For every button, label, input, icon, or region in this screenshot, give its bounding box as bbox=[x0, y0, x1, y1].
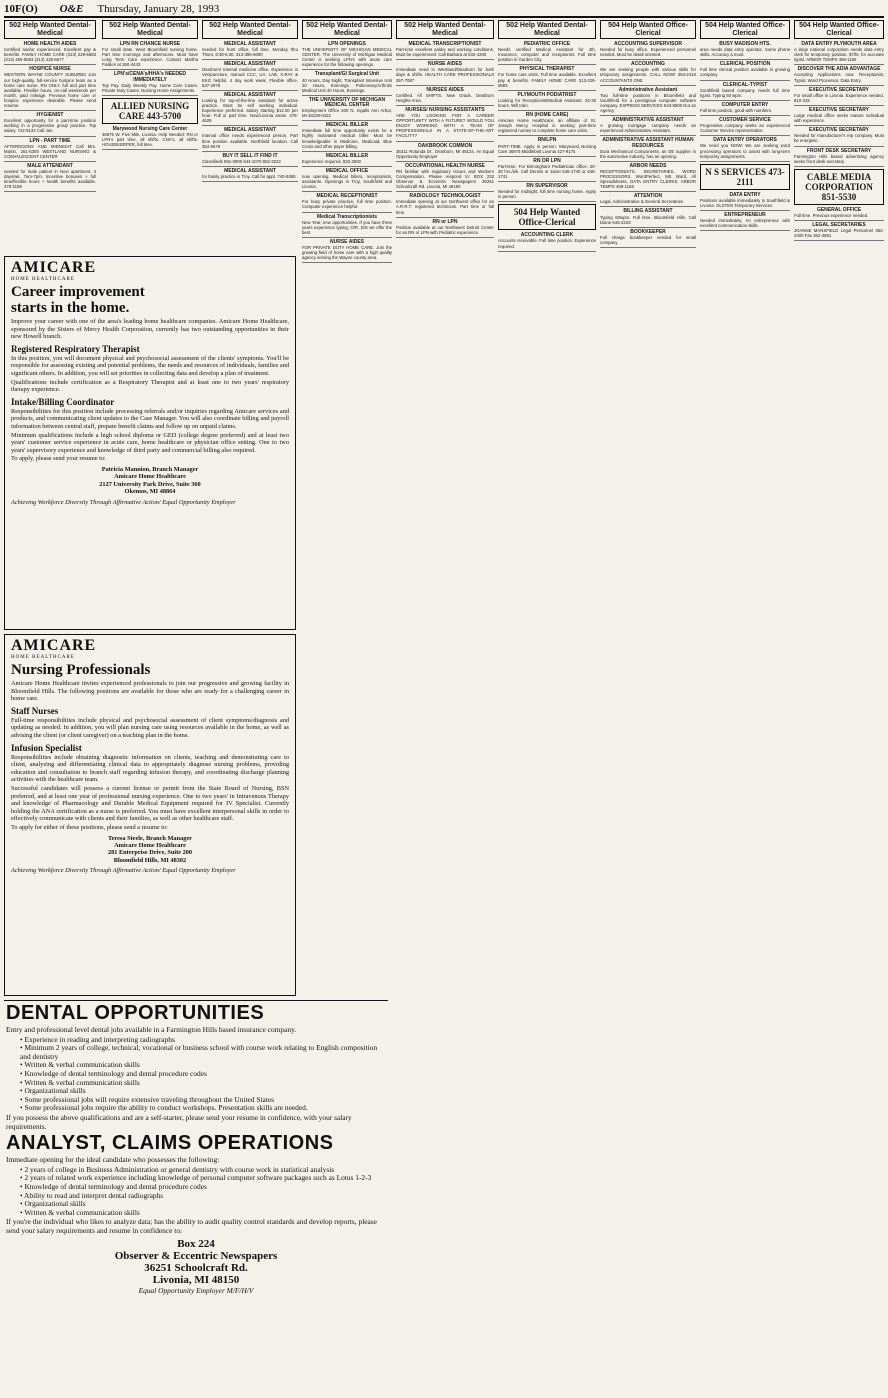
box-newspaper: Observer & Eccentric Newspapers bbox=[114, 1250, 278, 1263]
classified-ad bbox=[700, 117, 790, 136]
position-description: In this position, you will document physical and psychosocial assessment of the clients' symptoms. You'll be responsible for assessing existing and potential problems, the needs and resources of individuals, families and significant others. In addition, you will set priorities in collecting data and develop a plan of treatment. bbox=[11, 354, 289, 377]
classified-ad bbox=[600, 193, 696, 207]
classified-ad bbox=[600, 208, 696, 227]
section-header: 502 Help Wanted Dental-Medical bbox=[202, 20, 298, 39]
ad-title: ACCOUNTING bbox=[631, 61, 665, 68]
section-header: 504 Help Wanted Office-Clerical bbox=[700, 20, 790, 39]
ad-title: DATA ENTRY PLYMOUTH AREA bbox=[801, 41, 877, 47]
dental-headline: DENTAL OPPORTUNITIES bbox=[6, 1002, 265, 1024]
classified-ad bbox=[202, 153, 298, 167]
ad-title: THE UNIVERSITY OF MICHIGAN MEDICAL CENTER bbox=[308, 96, 386, 108]
box-city: Livonia, MI 48150 bbox=[152, 1274, 240, 1287]
ad-title: MEDICAL OFFICE bbox=[325, 167, 369, 174]
ad-body: Accounts receivable. Full time position. Experience required. bbox=[498, 238, 596, 249]
ad-title: NURSE AIDES bbox=[428, 61, 462, 68]
amicare-logo-subtitle: HOME HEALTHCARE bbox=[11, 277, 75, 282]
ad-title: MEDICAL RECEPTIONIST bbox=[316, 193, 378, 200]
ad-title: HYGIENIST bbox=[36, 112, 64, 119]
ad-body: Needed for manufacturer's rep company. Must be energetic. bbox=[794, 133, 884, 144]
contact-company: Amicare Home Healthcare bbox=[114, 841, 186, 849]
ad-title: DISCOVER THE ADIA ADVANTAGE bbox=[797, 66, 881, 73]
position-title: Registered Respiratory Therapist bbox=[11, 343, 140, 354]
classified-ad bbox=[396, 193, 494, 217]
ad-title: MEDICAL ASSISTANT bbox=[224, 167, 276, 174]
ad-body: Large medical office seeks mature individual with experience. bbox=[794, 113, 884, 124]
classified-ad bbox=[700, 102, 790, 116]
ad-intro: Improve your career with one of the area's leading home healthcare companies. Amicare Home Healthcare, sponsored by the Sisters of Mercy Health Corporation, currently has two outstanding opportunities in their new Howell branch. bbox=[11, 318, 289, 341]
ad-title: EXECUTIVE SECRETARY bbox=[808, 106, 869, 113]
classified-ad bbox=[102, 71, 198, 95]
classified-column-9 bbox=[794, 20, 884, 1392]
classified-ad bbox=[700, 212, 790, 231]
ad-body: Internal office needs experienced person. Part time position available. Northfield location. Call 354-6679 bbox=[202, 133, 298, 149]
ad-title: 504 Help Wanted Office-Clerical bbox=[513, 207, 581, 228]
classified-ad bbox=[600, 229, 696, 248]
dental-mid-text: If you possess the above qualifications and are a self-starter, please send your resume in confidence, with your salary requirements. bbox=[6, 1112, 352, 1131]
amicare-logo: AMICARE bbox=[11, 637, 97, 654]
classified-ad bbox=[4, 112, 96, 136]
position-description: Responsibilities for this position include processing referrals and/or inquiries regarding Amicare services and products, and communicating client updates to the Case Manager. You will also coordinate billing and payroll information between central staff, prepare benefit claims and follow up on unpaid claims. bbox=[11, 407, 289, 430]
classified-column-2 bbox=[102, 20, 198, 252]
ad-title: RN/LPN bbox=[537, 137, 557, 144]
classified-ad bbox=[498, 204, 596, 230]
classified-ad bbox=[4, 41, 96, 65]
classified-ad bbox=[498, 41, 596, 65]
publication-name: O&E bbox=[59, 3, 84, 15]
ad-title: BOOKKEEPER bbox=[630, 228, 666, 235]
section-header: 504 Help Wanted Office-Clerical bbox=[794, 20, 884, 39]
classified-ad bbox=[498, 158, 596, 182]
classified-ad bbox=[794, 207, 884, 221]
ad-body: Needs certified Medical Assistant for 4th, Insurance, computer and receptionist. Full time position in Garden City. bbox=[498, 47, 596, 63]
ad-title: DATA ENTRY OPERATORS bbox=[713, 137, 777, 144]
position-title: Staff Nurses bbox=[11, 705, 59, 716]
ad-body: Immediate opening at our Northwest office for an A.R.R.T. registered technician. Part time or full time. bbox=[396, 199, 494, 215]
ad-title: RN OR LPN bbox=[533, 157, 561, 164]
classified-ad bbox=[396, 107, 494, 142]
ad-body: For small office in Livonia. Experience needed. 810-315 bbox=[794, 92, 884, 103]
classified-ad bbox=[202, 168, 298, 182]
ad-body: Full time clerical position available in growing company. bbox=[700, 67, 790, 78]
classified-ad bbox=[794, 127, 884, 146]
section-header: 502 Help Wanted Dental-Medical bbox=[102, 20, 198, 39]
box-number: Box 224 bbox=[177, 1238, 215, 1251]
ad-body: area needs data entry operator. Some phone skills. Accuracy a must. bbox=[700, 47, 790, 58]
classified-ad bbox=[102, 98, 198, 124]
ad-body: We are seeking people with various skills for temporary assignments. CALL NOW! 354-2410 ACCOUNTANTS ONE bbox=[600, 67, 696, 83]
ad-title: HOME HEALTH AIDES bbox=[23, 41, 77, 47]
position-description: Responsibilities include obtaining diagnostic information on clients, teaching and demonstrating care to client, analyzing and differentiating clinical data to appropriately diagnose nursing problems, providing education and consultation to branch staff regarding infusion therapy, and coordinating discharge planning activities with the healthcare team. bbox=[11, 753, 289, 784]
ad-title: PLYMOUTH PODIATRIST bbox=[517, 91, 577, 98]
ad-body: Positions available immediately in Southfield & Livonia. OLSTEN Temporary Services bbox=[700, 197, 790, 208]
ad-title: LPN OPENINGS bbox=[328, 41, 366, 47]
ad-body: ARE YOU LOOKING FOR A CAREER OPPORTUNITY WITH A FUTURE? WOULD YOU ENJOY WORKING WITH A TEAM OF PROFESSIONALS IN A STATE-OF-THE-ART FACILITY? bbox=[396, 113, 494, 139]
ad-body: Amicare Home Healthcare, an affiliate of St. Joseph Mercy Hospital is seeking part-time registered nurses to complete home care visits. bbox=[498, 118, 596, 134]
page-number: 10F(O) bbox=[4, 3, 38, 15]
classified-ad bbox=[794, 87, 884, 106]
section-header: 502 Help Wanted Dental-Medical bbox=[302, 20, 392, 39]
ad-title: CLERICAL-TYPIST bbox=[722, 81, 768, 88]
ad-body: Needed for midnight, full time nursing home. Apply in person. bbox=[498, 189, 596, 200]
contact-address bbox=[11, 835, 289, 865]
classified-ad bbox=[600, 41, 696, 60]
ad-body: A large national corporation needs data entry clerk for temporary position. $7/hr, for accurate typist. ARBOR TEMPS 459-1166 bbox=[794, 47, 884, 63]
ad-body: Looking for Receptionist/Medical Assistant. 32-35 hours. Will train. bbox=[498, 97, 596, 108]
ad-title: BUSY MADISON HTS. bbox=[719, 41, 771, 47]
classified-ad bbox=[302, 214, 392, 238]
ad-body: Part-time. For Birmingham Pediatrician office. 20-30 hrs./wk. Call Dennis or Janet 645-1740 or 645-1741 bbox=[498, 163, 596, 179]
headline-line-2: starts in the home. bbox=[11, 300, 130, 316]
ad-title: BUY IT SELL IT FIND IT bbox=[222, 152, 278, 159]
classified-ad bbox=[794, 169, 884, 205]
requirement-item: • 2 years of college in Business Administration or general dentistry with course work in statistical analysis bbox=[20, 1166, 388, 1175]
ad-headline: Nursing Professionals bbox=[11, 662, 151, 678]
dental-intro: Entry and professional level dental jobs available in a Farmington Hills based insurance company. bbox=[6, 1025, 297, 1034]
ad-body: AFTERNOONS AND MIDNIGHT Call Mrs. Martin, 261-5300 WESTLAND NURSING & CONVALESCENT CENTER bbox=[4, 143, 96, 159]
ad-title: RN or LPN bbox=[432, 218, 458, 225]
ad-title: MEDICAL BILLER bbox=[325, 152, 369, 159]
ad-title: ADMINISTRATIVE ASSISTANT bbox=[612, 117, 684, 124]
classified-ad bbox=[4, 66, 96, 111]
ad-title: EXECUTIVE SECRETARY bbox=[808, 127, 869, 134]
ad-body: RECEPTIONISTS, SECRETARIES, WORD PROCESSORS, WordPerfect, MS Word, All Spreadsheets, DATA ENTRY CLERKS. ARBOR TEMPS 459-1166 bbox=[600, 168, 696, 190]
requirement-item: • Minimum 2 years of college, technical, vocational or business school with course work relating to English composition and dentistry bbox=[20, 1044, 388, 1061]
analyst-requirements-list bbox=[20, 1166, 388, 1218]
contact-street: 281 Enterprise Drive, Suite 200 bbox=[107, 849, 193, 857]
classified-ad bbox=[498, 137, 596, 156]
ad-body: Excellent opportunity for a part-time position working in a progressive group practice. Top salary. 722-5133 Call Jan. bbox=[4, 118, 96, 134]
apply-instructions: To apply for either of these positions, please send a resume to: bbox=[11, 823, 168, 831]
ad-body: For small state. West Bloomfield nursing home. Part time mornings and afternoons. Must have Long Term Care experience. Contact Martha Fielden at 360-4443 bbox=[102, 47, 198, 68]
contact-street: 2127 University Park Drive, Suite 360 bbox=[99, 480, 201, 488]
ad-title: ALLIED NURSING CARE 443-5700 bbox=[110, 100, 190, 121]
amicare-logo-subtitle: HOME HEALTHCARE bbox=[11, 655, 75, 660]
requirement-item: • Organizational skills bbox=[20, 1200, 388, 1209]
classified-ad bbox=[302, 153, 392, 167]
contact-address bbox=[11, 466, 289, 496]
masthead bbox=[4, 2, 884, 18]
ad-body: JOANNE MANSFIELD Legal Personnel 362-3400 Fax 362-4881 bbox=[794, 228, 884, 239]
requirement-item: • Some professional jobs will require extensive traveling throughout the United States bbox=[20, 1096, 388, 1105]
ad-body: Immediate full time opportunity exists for a highly motivated medical biller. Must be knowledgeable in Medicare, Medicaid, Blue Cross and other payer billing. bbox=[302, 128, 392, 149]
ad-title: DATA ENTRY bbox=[729, 191, 761, 198]
reply-box bbox=[4, 1238, 388, 1286]
classified-column-3 bbox=[202, 20, 298, 252]
ad-title: N S SERVICES 473-2111 bbox=[705, 166, 785, 187]
classified-column-5 bbox=[396, 20, 494, 1392]
requirement-item: • Written & verbal communication skills bbox=[20, 1061, 388, 1070]
ad-body: Immediate need in Westland/Dearborn for both days & shifts. HEALTH CARE PROFESSIONALS 357-7087 bbox=[396, 67, 494, 83]
ad-title: ATTENTION bbox=[633, 193, 663, 200]
classified-ad bbox=[700, 164, 790, 190]
requirement-item: • Written & verbal communication skills bbox=[20, 1079, 388, 1088]
ad-body: Legal, Administrative & General Secretaries bbox=[600, 199, 684, 205]
classified-ad bbox=[202, 127, 298, 151]
section-header: 502 Help Wanted Dental-Medical bbox=[396, 20, 494, 39]
requirement-item: • Knowledge of dental terminology and dental procedure codes bbox=[20, 1070, 388, 1079]
ad-title: ACCOUNTING CLERK bbox=[520, 232, 574, 239]
classified-column-6 bbox=[498, 20, 596, 1392]
classified-ad bbox=[700, 61, 790, 80]
classified-ad bbox=[794, 66, 884, 85]
classified-ad bbox=[700, 41, 790, 60]
section-header: 502 Help Wanted Dental-Medical bbox=[498, 20, 596, 39]
position-title: Intake/Billing Coordinator bbox=[11, 396, 115, 407]
classified-ad bbox=[302, 122, 392, 151]
ad-title: OCCUPATIONAL HEALTH NURSE bbox=[405, 162, 485, 169]
ad-body: RN familiar with regulatory issues and Workers Compensation. Please respond to: BOX 232 Observer & Eccentric Newspapers 36251 Schoolcraft Rd. Livonia, MI 48150 bbox=[396, 168, 494, 190]
classified-ad bbox=[4, 138, 96, 162]
eoe-statement: Achieving Workforce Diversity Through Affirmative Action/ Equal Opportunity Employer bbox=[11, 498, 236, 506]
ad-body: Part-time excellent salary and working conditions. Must be experienced. Call Barbara at 532-4200 bbox=[396, 47, 494, 58]
ad-title: ARBOR NEEDS bbox=[629, 162, 667, 169]
ad-body: 36975 W. Five Mile, Livonia. Help Needed: RN or LPN's part time, all shifts. CNA's, all shifts. HOUSEKEEPER, full time. bbox=[102, 131, 198, 148]
dental-opportunities-ad bbox=[4, 1000, 388, 1393]
classified-ad bbox=[498, 112, 596, 136]
classified-ad bbox=[794, 41, 884, 65]
ad-title: RADIOLOGY TECHNOLOGIST bbox=[409, 193, 481, 200]
ad-headline bbox=[11, 284, 289, 316]
ad-title: LPN's/CENA's/HHA's NEEDED IMMEDIATELY bbox=[114, 71, 186, 83]
amicare-career-ad bbox=[4, 256, 296, 630]
requirement-item: • Organizational skills bbox=[20, 1087, 388, 1096]
ad-title: PHYSICAL THERAPIST bbox=[519, 66, 575, 73]
requirement-item: • Experience in reading and interpreting radiographs bbox=[20, 1036, 388, 1045]
ad-title: FRONT DESK SECRETARY bbox=[806, 147, 872, 154]
contact-city: Okemos, MI 48864 bbox=[124, 488, 176, 496]
issue-date: Thursday, January 28, 1993 bbox=[97, 3, 220, 15]
classified-ad bbox=[600, 117, 696, 136]
classified-ad bbox=[102, 41, 198, 70]
ad-body: Dura Mechanical Components, an OE supplier in the automotive industry, has an opening. bbox=[600, 148, 696, 159]
ad-title: LEGAL SECRETARIES bbox=[812, 221, 866, 228]
ad-intro: Amicare Home Healthcare invites experienced professionals to join our progressive and growing facility in Bloomfield Hills. The following positions are available for those who are ready for a challenging career in home care. bbox=[11, 680, 289, 703]
ad-title: EXECUTIVE SECRETARY bbox=[808, 86, 869, 93]
ad-body: Classifieds 591-0900 644-1070 852-3222 bbox=[202, 158, 281, 164]
position-qualifications: Minimum qualifications include a high school diploma or GED (college degree preferred) and at least two years' customer service experience in acute care, home healthcare or physician office setting. One to two years' supervisory experience and knowledge of third party and commercial billing also required. bbox=[11, 431, 289, 454]
classified-ad bbox=[202, 61, 298, 90]
ad-title: NURSES/ NURSING ASSISTANTS bbox=[405, 106, 485, 113]
section-header: 504 Help Wanted Office-Clerical bbox=[600, 20, 696, 39]
requirement-item: • Ability to read and interpret dental radiographs bbox=[20, 1192, 388, 1201]
analyst-outro: If you're the individual who likes to analyze data; has the ability to audit quality control standards and develop reports, please send your salary requirements and resume in confidence to: bbox=[6, 1217, 377, 1235]
classified-ad bbox=[600, 61, 696, 85]
ad-body: Experience required. 932-2500 bbox=[302, 158, 362, 164]
classified-ad bbox=[600, 163, 696, 192]
ad-body: Dearborn/ Internal medicine office. Experience in Venipuncture, manual CCC, UA, LAB, X-RAY & EKG helpful. 4 day work week, Flexible office. 537-2978 bbox=[202, 67, 298, 88]
classified-ad bbox=[498, 232, 596, 251]
classified-ad bbox=[396, 87, 494, 106]
ad-title: RN (HOME CARE) bbox=[525, 112, 569, 119]
ad-body: Top Pay. Daily Weekly Pay. Home Care Cases. Private Duty Cases. Nursing Home Assignments. bbox=[102, 82, 198, 93]
classified-ad bbox=[302, 239, 392, 263]
ad-body: for family practice in Troy. Call for appt. 740-9365 bbox=[202, 173, 296, 179]
classified-ad bbox=[600, 137, 696, 161]
classified-ad bbox=[302, 193, 392, 212]
ad-title: NURSES AIDES bbox=[426, 86, 464, 93]
ad-title: ENTREPRENEUR bbox=[724, 211, 766, 218]
ad-body: Typing 60wpm. Full time. Bloomfield Hills. Call Diane 645-2233 bbox=[600, 214, 696, 225]
ad-body: New Year, new opportunities. If you have three years experience typing, O/R, D/S we offer the best. bbox=[302, 219, 392, 235]
position-qualifications: Qualifications include certification as a Respiratory Therapist and at least one to two years' respiratory therapy experience. bbox=[11, 378, 289, 394]
classified-ad bbox=[498, 92, 596, 111]
classified-ad bbox=[302, 97, 392, 121]
position-qualifications: Successful candidates will possess a current license or permit from the State Board of Nursing, BSN preferred, and at least one year of professional nursing experience. One to two years' in Intravenous Therapy and knowledge of Pharmacology and Durable Medical Equipment required for IV Specialist. Currently holding the ANA certification as a nurse is preferred. You must have excellent interpersonal skills in order to effectively communicate with clients and their families, as well as other healthcare staff. bbox=[11, 784, 289, 823]
amicare-logo: AMICARE bbox=[11, 259, 97, 276]
classified-ad bbox=[396, 219, 494, 238]
contact-city: Bloomfield Hills, MI 48302 bbox=[113, 856, 187, 864]
dental-requirements-list bbox=[20, 1036, 388, 1113]
ad-title: MALE ATTENDANT bbox=[27, 162, 73, 169]
ad-title: Medical Transcriptionists bbox=[316, 213, 378, 220]
ad-title: BILLING ASSISTANT bbox=[623, 208, 673, 215]
classified-column-8 bbox=[700, 20, 790, 1392]
ad-title: ACCOUNTING SUPERVISOR bbox=[614, 41, 682, 47]
headline-line-1: Career improvement bbox=[11, 284, 145, 300]
ad-body: Needed immediately. An entrepreneur with excellent communication skills. bbox=[700, 218, 790, 229]
classified-ad bbox=[202, 41, 298, 60]
ad-body: For busy private practice, full time position. Computer experience helpful. bbox=[302, 199, 392, 210]
ad-title: MEDICAL TRANSCRIPTIONIST bbox=[408, 41, 482, 47]
ad-body: needed for male patient in Novi apartment. 4 days/wk, 7am-7pm. Incentive bonuses + full time/flexible hours + health benefits available. 478-1155 bbox=[4, 168, 96, 190]
ad-body: THE UNIVERSITY OF MICHIGAN MEDICAL CENTER. The University of Michigan Medical Center is seeking LPN's with acute care experience for the following openings. bbox=[302, 47, 392, 68]
ad-body: Needed for busy office. Experienced personnel needed. Must be detail oriented. bbox=[600, 47, 696, 58]
eoe-statement: Achieving Workforce Diversity Through Affirmative Action/ Equal Opportunity Employer bbox=[11, 867, 236, 875]
ad-body: Accepting Applications now. Receptionist, Typist, Word Processor, Data Entry. bbox=[794, 72, 884, 83]
classified-ad bbox=[700, 192, 790, 211]
classified-ad bbox=[102, 126, 198, 150]
ad-title: MEDICAL ASSISTANT bbox=[224, 127, 276, 134]
ad-title: MEDICAL ASSISTANT bbox=[224, 41, 276, 47]
ad-title: CUSTOMER SERVICE bbox=[719, 117, 771, 124]
ad-title: CABLE MEDIA CORPORATION 851-5530 bbox=[805, 171, 873, 202]
classified-ad bbox=[396, 163, 494, 192]
ad-title: MEDICAL ASSISTANT bbox=[224, 61, 276, 68]
requirement-item: • Some professional jobs require the ability to conduct workshops. Presentation skills are needed. bbox=[20, 1104, 388, 1113]
classified-ad bbox=[396, 61, 494, 85]
classified-ad bbox=[202, 92, 298, 127]
ad-body: Full charge bookkeeper needed for small company. bbox=[600, 234, 696, 245]
position-description: Full-time responsibilities include physical and psychosocial assessment of client symptoms/diagnosis and updating as needed. In addition, you will plan nursing care using resources available in the home, as well as advising the client (or client caregiver) on a teaching plan in the home. bbox=[11, 716, 289, 739]
classified-column-7 bbox=[600, 20, 696, 1392]
contact-name: Teresa Steele, Branch Manager bbox=[108, 834, 192, 842]
ad-body: now opening. Medical billers, receptionists, assistants. Openings in Troy, Southfield and Livonia. bbox=[302, 173, 392, 190]
amicare-nursing-ad bbox=[4, 634, 296, 996]
ad-title: OAKBROOK COMMON bbox=[417, 142, 473, 149]
ad-title: PEDIATRIC OFFICE bbox=[523, 41, 571, 47]
apply-instructions: To apply, please send your resume to: bbox=[11, 455, 106, 463]
ad-body: 40 Hours, Day Night. Transplant Intensive Unit 20 Hours, Evenings. Pulmonary/Arthritis Medical Unit 40 Hours, Evenings. bbox=[302, 77, 392, 93]
classified-ad bbox=[302, 41, 392, 70]
ad-title: CLERICAL POSITION bbox=[719, 61, 771, 68]
ad-title: NURSE AIDES bbox=[330, 238, 364, 245]
requirement-item: • Written & verbal communication skills bbox=[20, 1209, 388, 1218]
ad-body: Progressive company seeks an experienced Customer Service representative. bbox=[700, 123, 790, 134]
ad-body: Two full-time positions in Bloomfield and Southfield for a prestigious computer software company. EXPRESS SERVICES 643-8500 Not an Agency bbox=[600, 92, 696, 114]
ad-body: Southfield based company needs full time typist. Typing 50 wpm. bbox=[700, 87, 790, 98]
classified-ad bbox=[794, 107, 884, 126]
ad-body: Full time. Previous experience needed. bbox=[794, 212, 869, 218]
classified-ad bbox=[700, 82, 790, 101]
classified-ad bbox=[498, 183, 596, 202]
ad-body: For home care visits. Full time available. Excellent pay & benefits. FAMILY HOME CARE 313-229-5683 bbox=[498, 72, 596, 88]
classified-ad bbox=[794, 148, 884, 167]
analyst-intro: Immediate opening for the ideal candidate who possesses the following: bbox=[6, 1155, 220, 1165]
ad-title: RN SUPERVISOR bbox=[526, 183, 568, 190]
ad-body: PART-TIME. Apply in person: Marywood Nursing Care 36975 Middlebelt Livonia 427-9175 bbox=[498, 143, 596, 154]
contact-name: Patricia Mannion, Branch Manager bbox=[101, 465, 199, 473]
classified-column-1 bbox=[4, 20, 96, 252]
ad-body: Full time position, good with numbers. bbox=[700, 107, 773, 113]
classified-ad bbox=[302, 71, 392, 95]
classified-ad bbox=[498, 66, 596, 90]
ad-title: COMPUTER ENTRY bbox=[721, 101, 769, 108]
ad-title: Marywood Nursing Care Center bbox=[112, 125, 188, 132]
ad-body: Position available at our Northwest Detroit Center for an RN or LPN with Pediatric experience. bbox=[396, 224, 494, 235]
ad-body: We need you NOW! We are seeking word processing operators to assist with long-term temporary assignments. bbox=[700, 143, 790, 159]
ad-body: Certified and/or experienced. Excellent pay & benefits. FAMILY HOME CARE (313) 229-5683 (313) 455-5683 (313) 420-6677 bbox=[4, 47, 96, 63]
ad-title: Administrative Assistant bbox=[618, 86, 678, 93]
classified-ad bbox=[600, 87, 696, 116]
classified-ad bbox=[794, 222, 884, 241]
ad-title: HOSPICE NURSE bbox=[29, 66, 71, 73]
position-title: Infusion Specialist bbox=[11, 742, 82, 753]
ad-body: FOR PRIVATE DUTY HOME CARE. Join the growing field of home care with a high quality agency serving the Wayne county area. bbox=[302, 245, 392, 261]
ad-body: A growing mortgage company needs an experienced Administrative Assistant. bbox=[600, 123, 696, 134]
ad-title: MEDICAL ASSISTANT bbox=[224, 91, 276, 98]
eoe-statement: Equal Opportunity Employer M/F/H/V bbox=[138, 1286, 254, 1296]
classified-ad bbox=[396, 41, 494, 60]
ad-body: WESTERN WAYNE COUNTY SUBURBS Join our high-quality, full-service hospice team as a home care nurse. RN ONLY, full and part time available. Flexible hours, on-call weekends per month, paid mileage. Previous home care or hospice experience desirable. Please send resume. bbox=[4, 72, 96, 109]
contact-company: Amicare Home Healthcare bbox=[114, 473, 186, 481]
analyst-headline: ANALYST, CLAIMS OPERATIONS bbox=[6, 1132, 334, 1155]
ad-body: Certified. All SHIFTS. New Grads. Dearborn Heights Area. bbox=[396, 92, 494, 103]
classified-ad bbox=[302, 168, 392, 192]
ad-title: LPN RN CHANCE NURSE bbox=[119, 41, 181, 47]
requirement-item: • 2 years of related work experience including knowledge of personal computer software packages such as Lotus 1-2-3 bbox=[20, 1174, 388, 1183]
ad-title: LPN - PART TIME bbox=[29, 137, 71, 144]
ad-body: Looking for top-of-the-line assistant for active practice. Must be self working individual. Experience preferred. Salary starting $12.00 per hour. Full or part time. Novi/Livonia areas. 478-4629 bbox=[202, 97, 298, 124]
ad-body: 36311 Rotunda Dr., Dearborn, MI 48124. An Equal Opportunity Employer bbox=[396, 148, 494, 159]
ad-body: Employment Office 300 N. Ingalls Ann Arbor, MI 48109-0422 bbox=[302, 108, 392, 119]
classified-ad bbox=[700, 137, 790, 161]
requirement-item: • Knowledge of dental terminology and dental procedure codes bbox=[20, 1183, 388, 1192]
ad-title: GENERAL OFFICE bbox=[816, 206, 862, 213]
section-header: 502 Help Wanted Dental-Medical bbox=[4, 20, 96, 39]
ad-title: MEDICAL BILLER bbox=[325, 122, 369, 129]
box-street: 36251 Schoolcraft Rd. bbox=[144, 1262, 248, 1275]
ad-title: ADMINISTRATIVE ASSISTANT HUMAN RESOURCES bbox=[602, 137, 694, 149]
ad-title: Transplant/GI Surgical Unit bbox=[314, 71, 380, 78]
ad-body: needed for front office, full time. Monday thru Thurs, 8:30-6:30. 313-395-6090 bbox=[202, 47, 298, 58]
classified-ad bbox=[396, 143, 494, 162]
ad-body: Farmington Hills based advertising agency seeks front desk secretary. bbox=[794, 153, 884, 164]
classified-ad bbox=[4, 163, 96, 192]
